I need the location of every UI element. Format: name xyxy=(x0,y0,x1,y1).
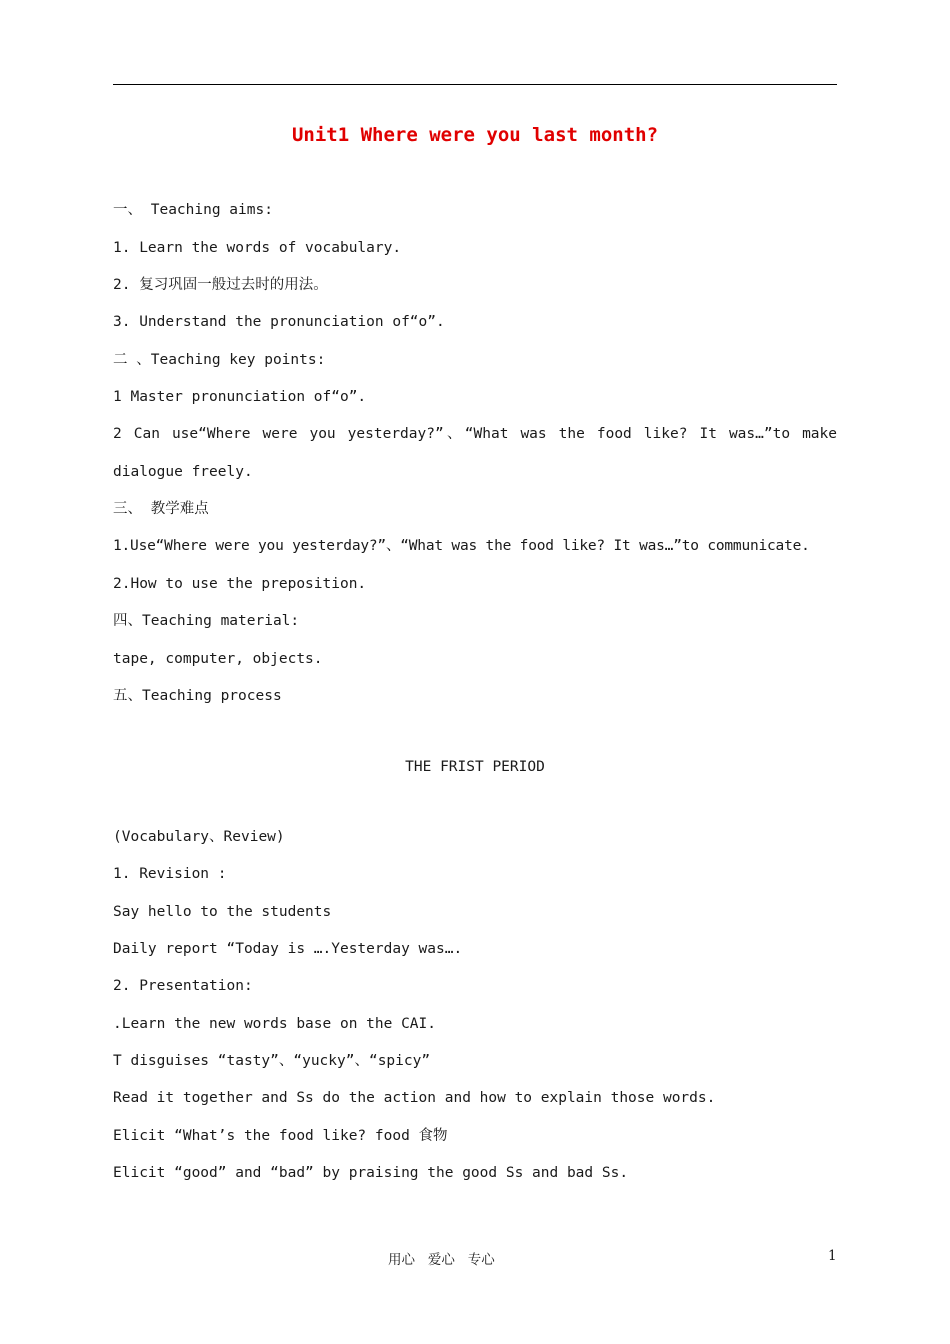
text-line: 1. Learn the words of vocabulary. xyxy=(113,240,402,256)
text-line: Say hello to the students xyxy=(113,904,332,920)
text-line: Elicit “What’s the food like? food 食物 xyxy=(113,1128,448,1144)
period-heading: THE FRIST PERIOD xyxy=(405,759,545,775)
text-line: T disguises “tasty”、“yucky”、“spicy” xyxy=(113,1053,431,1069)
text-line: 2.How to use the preposition. xyxy=(113,576,367,592)
footer-motto: 用心 爱心 专心 xyxy=(388,1252,495,1268)
section-heading-material: 四、Teaching material: xyxy=(113,613,300,629)
section-heading-key-points: 二 、Teaching key points: xyxy=(113,352,326,368)
section-heading-teaching-aims: 一、 Teaching aims: xyxy=(113,202,273,218)
section-heading-process: 五、Teaching process xyxy=(113,688,282,704)
text-line: 2. 复习巩固一般过去时的用法。 xyxy=(113,277,328,293)
text-line: Read it together and Ss do the action and how to explain those words. xyxy=(113,1090,716,1106)
text-line: 1. Revision : xyxy=(113,866,227,882)
text-line: (Vocabulary、Review) xyxy=(113,829,285,845)
text-line: dialogue freely. xyxy=(113,464,253,480)
text-line: Daily report “Today is ….Yesterday was…. xyxy=(113,941,463,957)
page-number: 1 xyxy=(828,1248,837,1264)
text-line: 3. Understand the pronunciation of“o”. xyxy=(113,314,445,330)
text-line: 2 Can use“Where were you yesterday?”、“What was the food like? It was…”to make xyxy=(113,426,837,442)
text-line: 1 Master pronunciation of“o”. xyxy=(113,389,367,405)
text-line: .Learn the new words base on the CAI. xyxy=(113,1016,437,1032)
text-line: 2. Presentation: xyxy=(113,978,253,994)
text-line: 1.Use“Where were you yesterday?”、“What was the food like? It was…”to communicate. xyxy=(113,538,810,554)
document-title: Unit1 Where were you last month? xyxy=(291,124,659,146)
section-heading-difficulties: 三、 教学难点 xyxy=(113,501,209,517)
text-line: Elicit “good” and “bad” by praising the good Ss and bad Ss. xyxy=(113,1165,629,1181)
text-line: tape, computer, objects. xyxy=(113,651,323,667)
header-rule xyxy=(113,84,837,85)
